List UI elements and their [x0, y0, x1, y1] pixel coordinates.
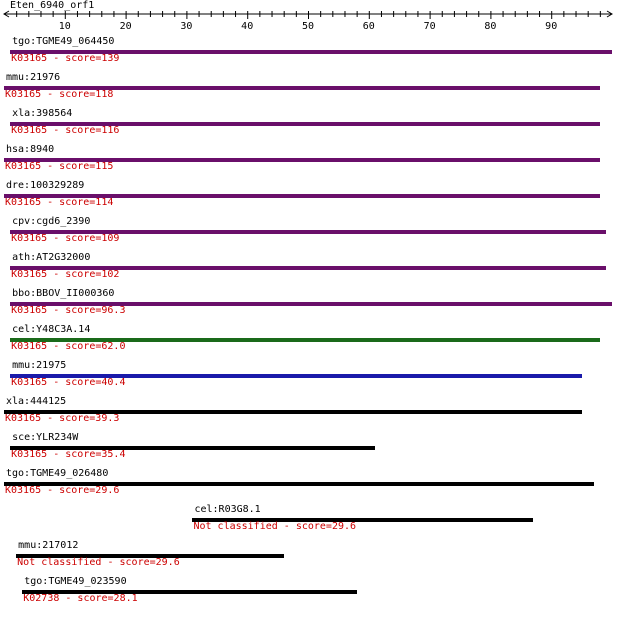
hit-name[interactable]: ath:AT2G32000	[12, 252, 91, 263]
hit-score: K03165 - score=96.3	[11, 305, 126, 316]
hit-score: K03165 - score=35.4	[11, 449, 126, 460]
hit-name[interactable]: cel:R03G8.1	[194, 504, 261, 515]
hit-name[interactable]: tgo:TGME49_023590	[24, 576, 127, 587]
hit-name[interactable]: cel:Y48C3A.14	[12, 324, 91, 335]
axis-tick-label: 50	[301, 21, 315, 30]
hit-name[interactable]: hsa:8940	[6, 144, 55, 155]
hit-score: K03165 - score=109	[11, 233, 120, 244]
hit-name[interactable]: cpv:cgd6_2390	[12, 216, 91, 227]
hit-score: Not classified - score=29.6	[193, 521, 357, 532]
hit-score: K03165 - score=116	[11, 125, 120, 136]
hit-score: K03165 - score=139	[11, 53, 120, 64]
hit-name[interactable]: xla:398564	[12, 108, 73, 119]
axis-tick-label: 20	[119, 21, 132, 30]
axis-tick-label: 70	[423, 21, 436, 30]
hit-name[interactable]: xla:444125	[6, 396, 67, 407]
hit-score: K03165 - score=115	[5, 161, 114, 172]
hit-score: K03165 - score=118	[5, 89, 114, 100]
hit-score: K03165 - score=39.3	[5, 413, 120, 424]
hit-score: K03165 - score=62.0	[11, 341, 126, 352]
hit-name[interactable]: sce:YLR234W	[12, 432, 79, 443]
hit-score: K03165 - score=114	[5, 197, 114, 208]
axis-tick-label: 10	[58, 21, 71, 30]
hit-name[interactable]: dre:100329289	[6, 180, 85, 191]
axis-tick-label: 80	[484, 21, 497, 30]
hit-name[interactable]: bbo:BBOV_II000360	[12, 288, 115, 299]
hit-name[interactable]: mmu:21975	[12, 360, 67, 371]
hit-name[interactable]: mmu:21976	[6, 72, 61, 83]
axis-tick-label: 60	[362, 21, 375, 30]
query-axis	[0, 0, 620, 30]
query-title: Eten_6940_orf1	[10, 0, 95, 11]
hit-score: K03165 - score=29.6	[5, 485, 120, 496]
hit-name[interactable]: tgo:TGME49_026480	[6, 468, 109, 479]
hit-score: K03165 - score=40.4	[11, 377, 126, 388]
axis-tick-label: 90	[545, 21, 558, 30]
hit-score: K02738 - score=28.1	[23, 593, 138, 604]
hit-name[interactable]: tgo:TGME49_064450	[12, 36, 115, 47]
hit-name[interactable]: mmu:217012	[18, 540, 79, 551]
axis-tick-label: 30	[180, 21, 193, 30]
axis-tick-label: 40	[241, 21, 254, 30]
hit-score: Not classified - score=29.6	[17, 557, 180, 568]
hit-score: K03165 - score=102	[11, 269, 120, 280]
